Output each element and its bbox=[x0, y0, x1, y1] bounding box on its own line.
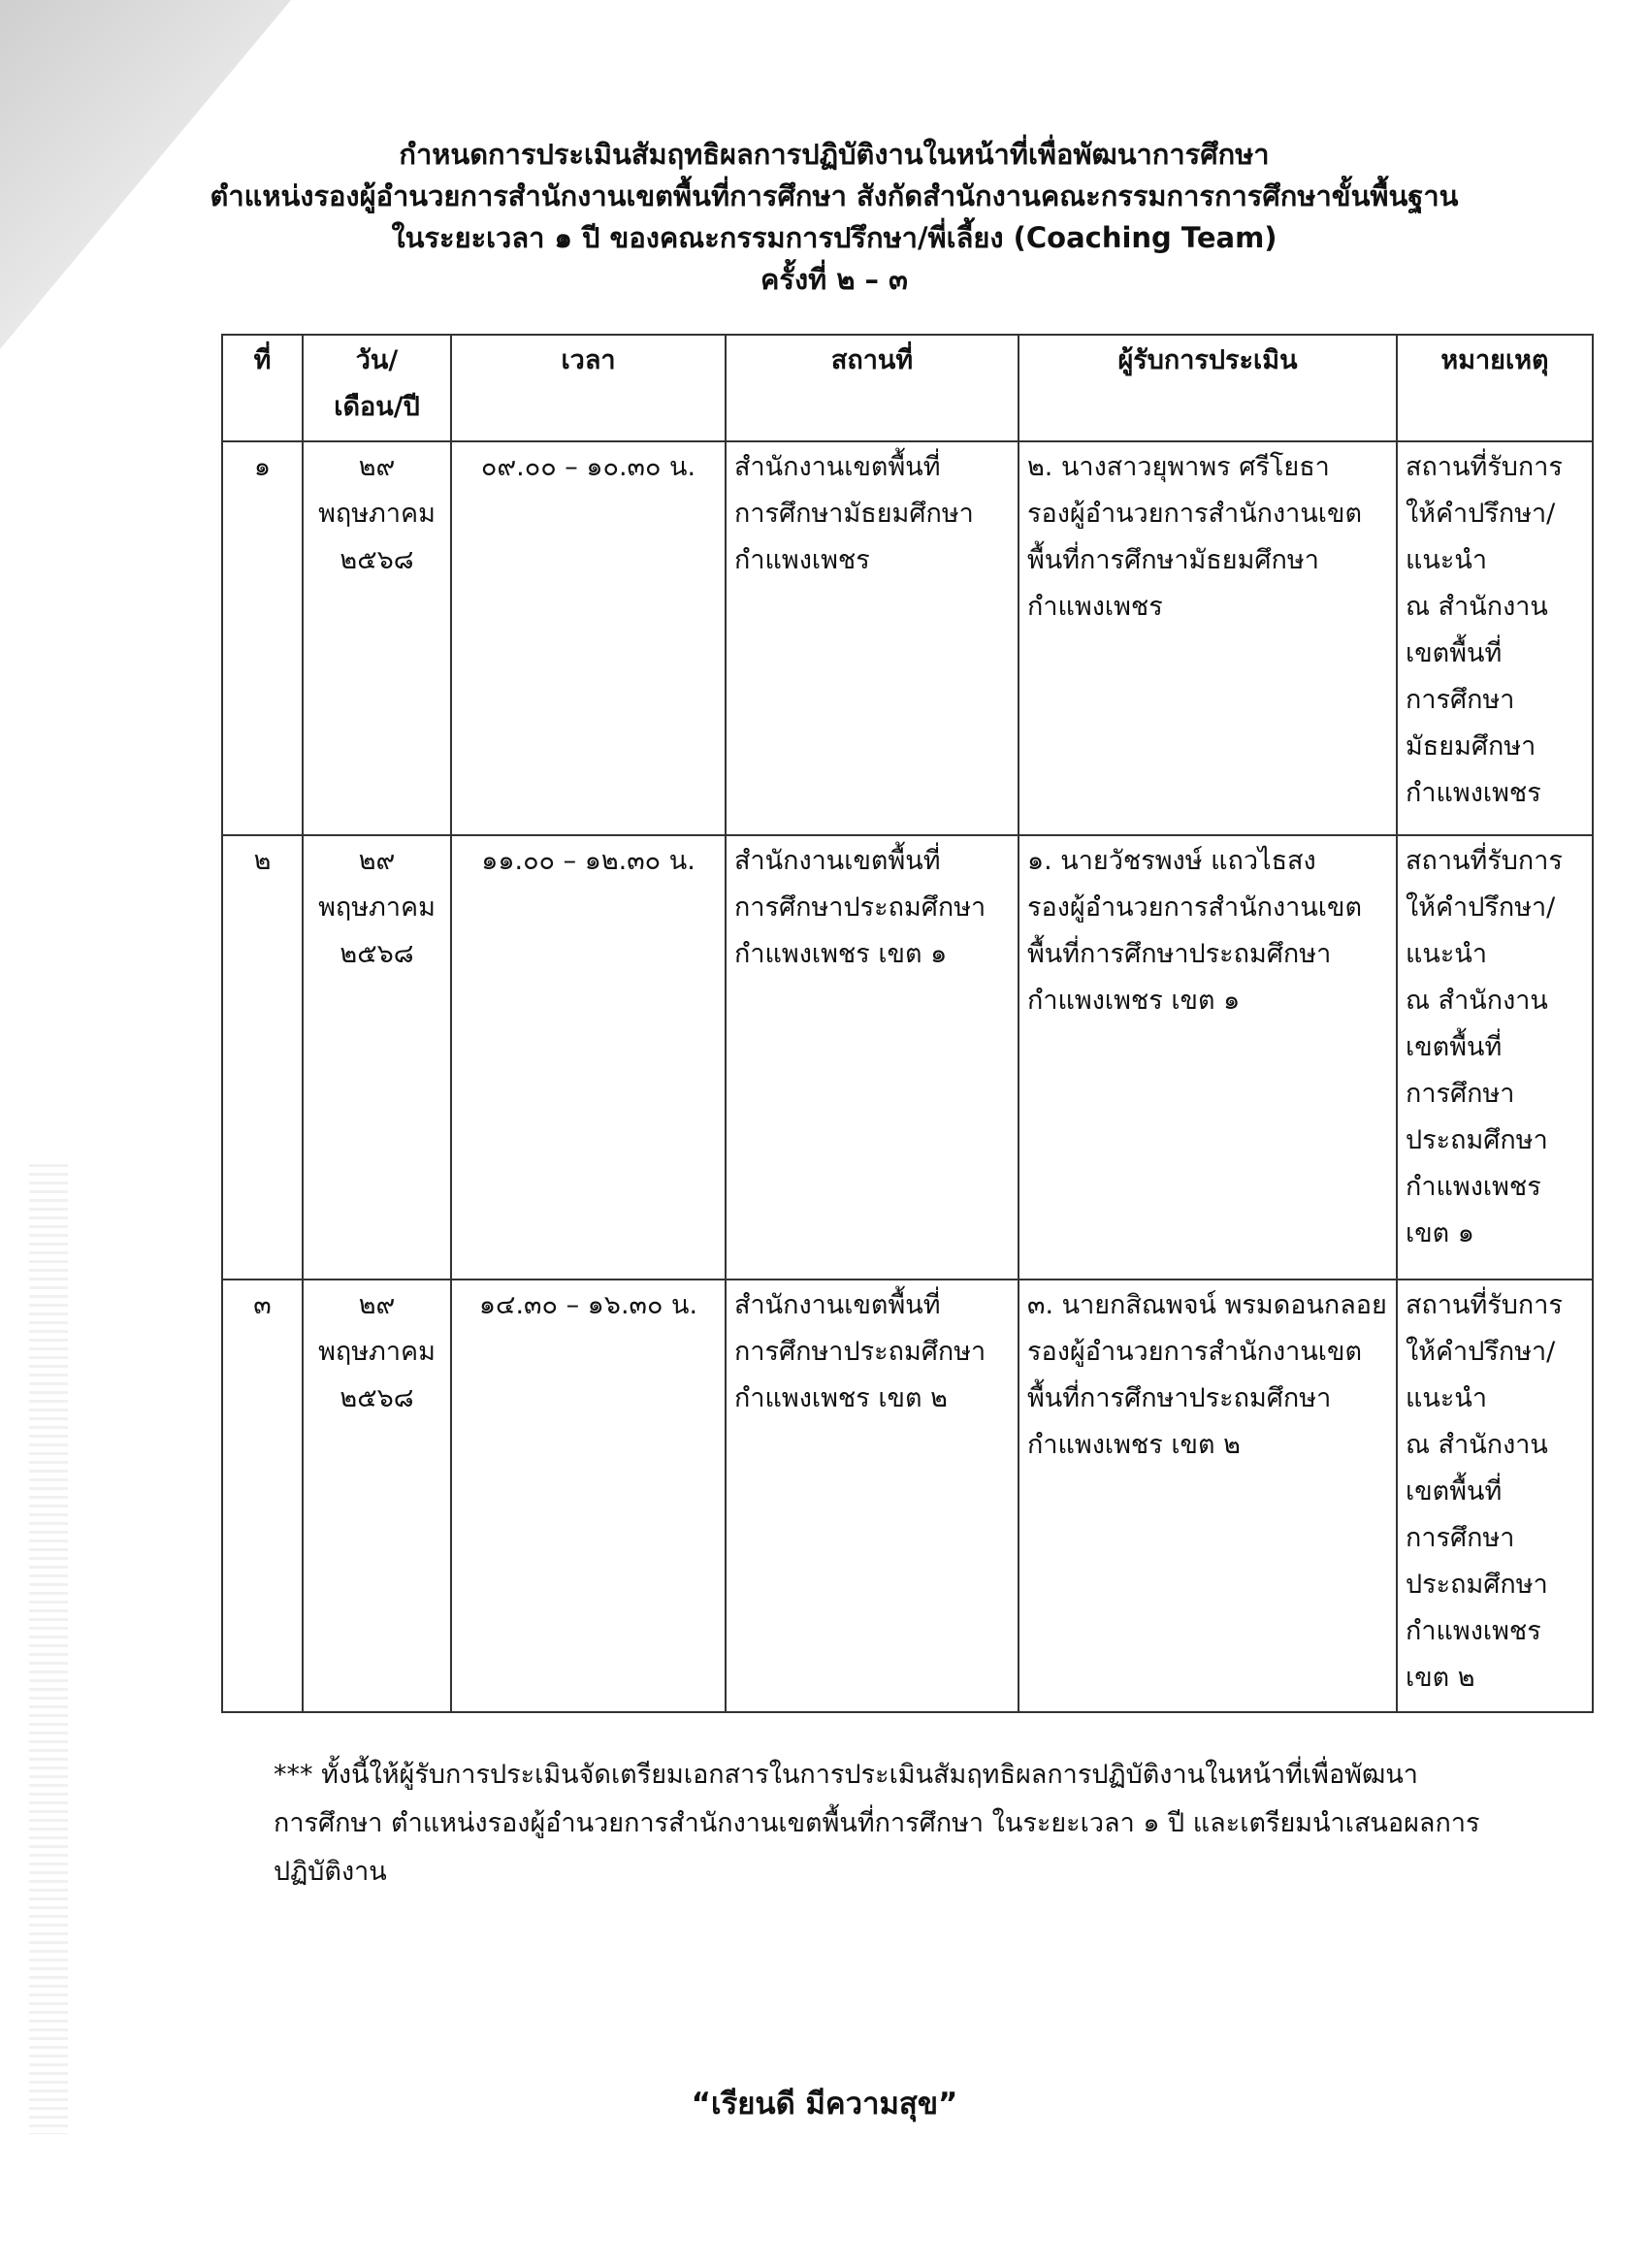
cell-time: ๐๙.๐๐ – ๑๐.๓๐ น. bbox=[451, 441, 726, 835]
note-line: สถานที่รับการ bbox=[1406, 1290, 1563, 1320]
cell-person bbox=[1018, 1280, 1397, 1712]
note-line: สถานที่รับการ bbox=[1406, 452, 1563, 482]
header-date-line2: เดือน/ปี bbox=[334, 392, 420, 422]
scan-edge-noise bbox=[29, 1164, 68, 2134]
note-line: ประถมศึกษา bbox=[1406, 1570, 1548, 1600]
note-line: ให้คำปรึกษา/ bbox=[1406, 892, 1556, 923]
note-line: แนะนำ bbox=[1406, 545, 1487, 575]
note-line: การศึกษา bbox=[1406, 685, 1515, 715]
header-note: หมายเหตุ bbox=[1397, 335, 1593, 441]
note-line: กำแพงเพชร bbox=[1406, 1616, 1541, 1646]
footnote bbox=[274, 1751, 1564, 1896]
table-row bbox=[222, 835, 1593, 1280]
table-row bbox=[222, 1280, 1593, 1712]
place-line: สำนักงานเขตพื้นที่ bbox=[734, 1290, 941, 1320]
person-line: ๒. นางสาวยุพาพร ศรีโยธา bbox=[1027, 452, 1330, 482]
person-line: ๑. นายวัชรพงษ์ แถวไธสง bbox=[1027, 846, 1316, 876]
place-line: กำแพงเพชร เขต ๒ bbox=[734, 1383, 948, 1413]
cell-place bbox=[726, 441, 1018, 835]
note-line: ประถมศึกษา bbox=[1406, 1125, 1548, 1155]
place-line: สำนักงานเขตพื้นที่ bbox=[734, 452, 941, 482]
date-line: ๒๙ bbox=[358, 1290, 396, 1320]
place-line: กำแพงเพชร เขต ๑ bbox=[734, 939, 948, 969]
date-line: พฤษภาคม bbox=[318, 892, 436, 923]
person-line: กำแพงเพชร เขต ๒ bbox=[1027, 1430, 1241, 1460]
note-line: แนะนำ bbox=[1406, 939, 1487, 969]
note-line: เขตพื้นที่ bbox=[1406, 1032, 1503, 1062]
note-line: เขตพื้นที่ bbox=[1406, 638, 1503, 668]
cell-note bbox=[1397, 835, 1593, 1280]
header-place: สถานที่ bbox=[726, 335, 1018, 441]
note-line: มัธยมศึกษา bbox=[1406, 731, 1536, 761]
note-line: เขตพื้นที่ bbox=[1406, 1476, 1503, 1507]
note-line: การศึกษา bbox=[1406, 1523, 1515, 1553]
note-line: ให้คำปรึกษา/ bbox=[1406, 499, 1556, 529]
date-line: ๒๕๖๘ bbox=[340, 545, 414, 575]
cell-no: ๓ bbox=[222, 1280, 303, 1712]
cell-place bbox=[726, 835, 1018, 1280]
note-line: สถานที่รับการ bbox=[1406, 846, 1563, 876]
table-header-row bbox=[222, 335, 1593, 441]
note-line: กำแพงเพชร bbox=[1406, 778, 1541, 808]
date-line: ๒๙ bbox=[358, 846, 396, 876]
note-line: ณ สำนักงาน bbox=[1406, 1430, 1548, 1460]
note-line: เขต ๑ bbox=[1406, 1218, 1474, 1248]
date-line: ๒๕๖๘ bbox=[340, 1383, 414, 1413]
note-line: กำแพงเพชร bbox=[1406, 1172, 1541, 1202]
note-line: การศึกษา bbox=[1406, 1079, 1515, 1109]
cell-note bbox=[1397, 441, 1593, 835]
note-line: ณ สำนักงาน bbox=[1406, 986, 1548, 1016]
person-line: รองผู้อำนวยการสำนักงานเขต bbox=[1027, 499, 1363, 529]
person-line: รองผู้อำนวยการสำนักงานเขต bbox=[1027, 892, 1363, 923]
cell-no: ๒ bbox=[222, 835, 303, 1280]
schedule-table bbox=[221, 334, 1594, 1713]
header-round: ครั้งที่ ๒ – ๓ bbox=[760, 263, 908, 296]
date-line: ๒๙ bbox=[358, 452, 396, 482]
cell-date bbox=[303, 441, 451, 835]
cell-time: ๑๑.๐๐ – ๑๒.๓๐ น. bbox=[451, 835, 726, 1280]
place-line: การศึกษามัธยมศึกษา bbox=[734, 499, 974, 529]
date-line: ๒๕๖๘ bbox=[340, 939, 414, 969]
header-position: ตำแหน่งรองผู้อำนวยการสำนักงานเขตพื้นที่การศึกษา สังกัดสำนักงานคณะกรรมการการศึกษาขั้นพื้นฐาน bbox=[210, 179, 1459, 212]
person-line: รองผู้อำนวยการสำนักงานเขต bbox=[1027, 1337, 1363, 1367]
cell-person bbox=[1018, 441, 1397, 835]
table-row bbox=[222, 441, 1593, 835]
person-line: กำแพงเพชร bbox=[1027, 592, 1163, 622]
date-line: พฤษภาคม bbox=[318, 1337, 436, 1367]
cell-time: ๑๔.๓๐ – ๑๖.๓๐ น. bbox=[451, 1280, 726, 1712]
note-line: แนะนำ bbox=[1406, 1383, 1487, 1413]
note-line: เขต ๒ bbox=[1406, 1663, 1475, 1693]
date-line: พฤษภาคม bbox=[318, 499, 436, 529]
note-line: ให้คำปรึกษา/ bbox=[1406, 1337, 1556, 1367]
cell-date bbox=[303, 835, 451, 1280]
person-line: พื้นที่การศึกษาประถมศึกษา bbox=[1027, 939, 1332, 969]
cell-note bbox=[1397, 1280, 1593, 1712]
place-line: การศึกษาประถมศึกษา bbox=[734, 1337, 986, 1367]
note-line: ณ สำนักงาน bbox=[1406, 592, 1548, 622]
footnote-line: *** ทั้งนี้ให้ผู้รับการประเมินจัดเตรียมเอกสารในการประเมินสัมฤทธิผลการปฏิบัติงานในหน้าที่เพื่อพัฒนา bbox=[274, 1760, 1418, 1790]
person-line: พื้นที่การศึกษาประถมศึกษา bbox=[1027, 1383, 1332, 1413]
document-header bbox=[165, 134, 1504, 301]
person-line: ๓. นายกสิณพจน์ พรมดอนกลอย bbox=[1027, 1290, 1387, 1320]
person-line: พื้นที่การศึกษามัธยมศึกษา bbox=[1027, 545, 1319, 575]
header-no: ที่ bbox=[222, 335, 303, 441]
header-date bbox=[303, 335, 451, 441]
place-line: กำแพงเพชร bbox=[734, 545, 870, 575]
person-line: กำแพงเพชร เขต ๑ bbox=[1027, 986, 1241, 1016]
cell-no: ๑ bbox=[222, 441, 303, 835]
header-person: ผู้รับการประเมิน bbox=[1018, 335, 1397, 441]
cell-date bbox=[303, 1280, 451, 1712]
footnote-line: การศึกษา ตำแหน่งรองผู้อำนวยการสำนักงานเขตพื้นที่การศึกษา ในระยะเวลา ๑ ปี และเตรียมนำเสนอผลการ bbox=[274, 1808, 1480, 1838]
header-time: เวลา bbox=[451, 335, 726, 441]
header-period: ในระยะเวลา ๑ ปี ของคณะกรรมการปรึกษา/พี่เลี้ยง (Coaching Team) bbox=[391, 221, 1277, 254]
cell-place bbox=[726, 1280, 1018, 1712]
header-date-line1: วัน/ bbox=[355, 345, 399, 375]
cell-person bbox=[1018, 835, 1397, 1280]
footnote-line: ปฏิบัติงาน bbox=[274, 1857, 387, 1887]
place-line: การศึกษาประถมศึกษา bbox=[734, 892, 986, 923]
header-title: กำหนดการประเมินสัมฤทธิผลการปฏิบัติงานในหน้าที่เพื่อพัฒนาการศึกษา bbox=[399, 138, 1270, 171]
motto: “เรียนดี มีความสุข” bbox=[691, 2087, 958, 2122]
place-line: สำนักงานเขตพื้นที่ bbox=[734, 846, 941, 876]
